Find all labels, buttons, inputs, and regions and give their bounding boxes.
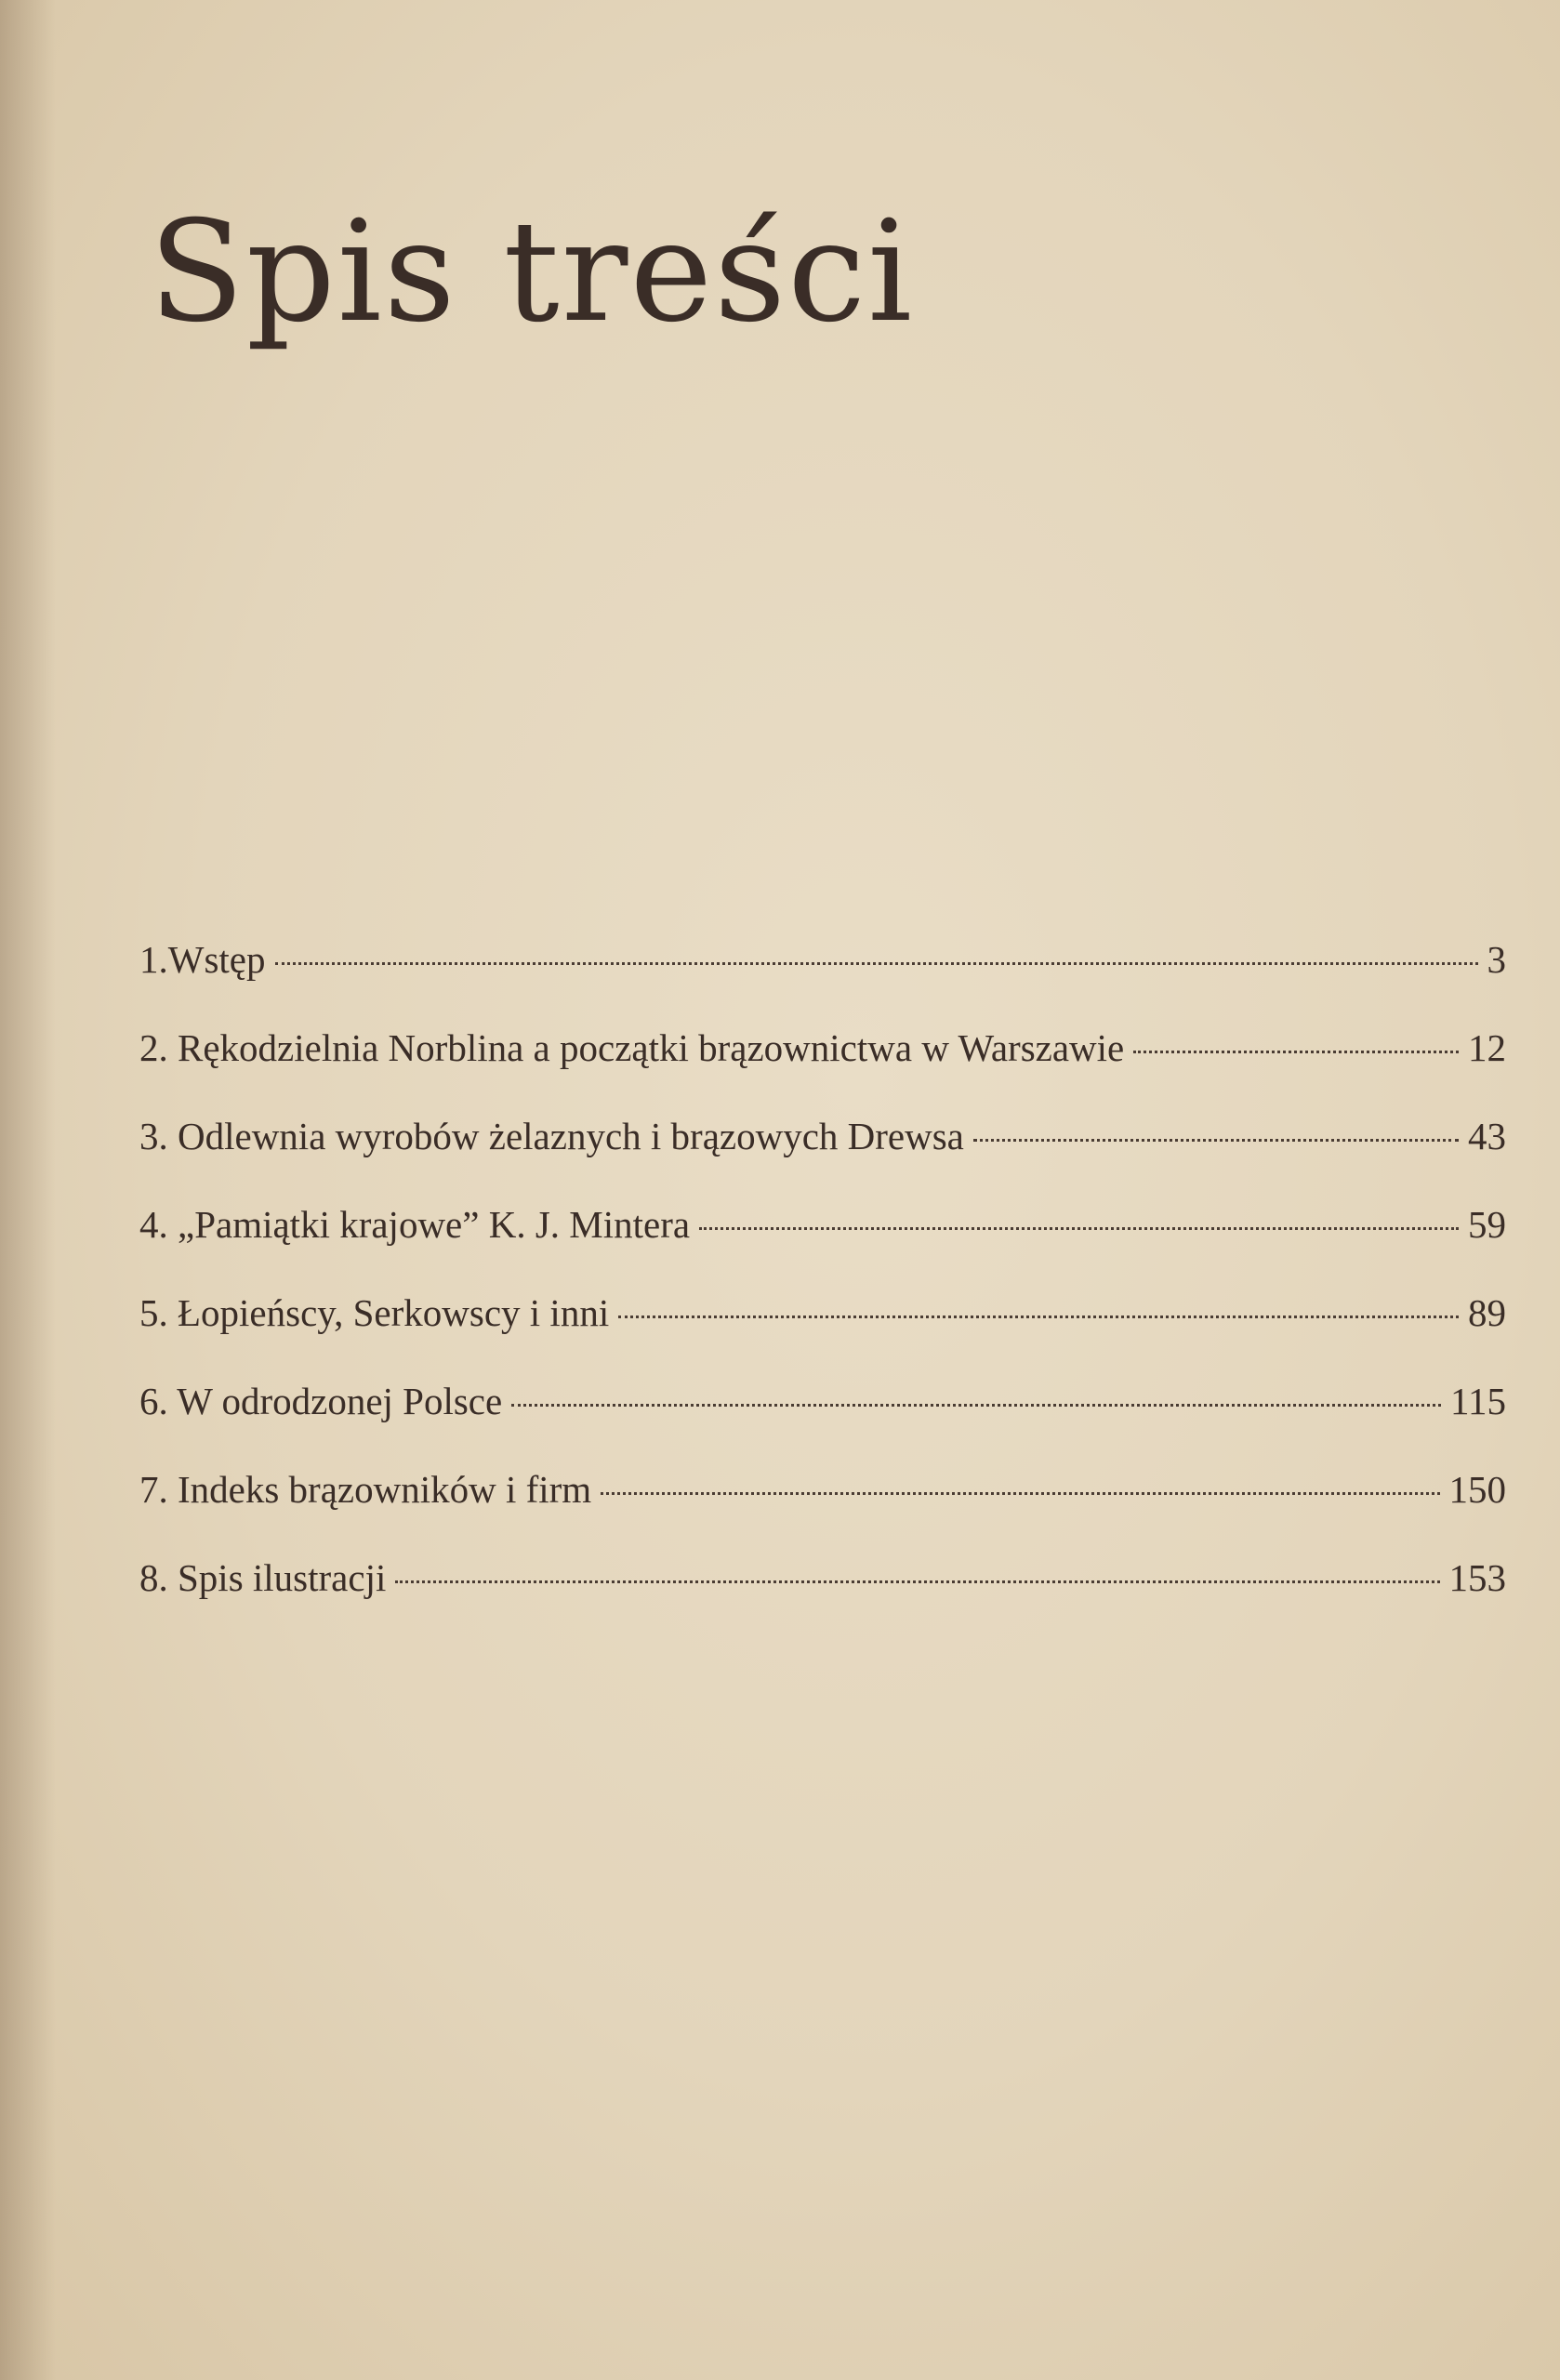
toc-entry-3 (139, 1114, 1506, 1202)
toc-leader-dots (511, 1404, 1441, 1407)
toc-entry-label: 8. Spis ilustracji (139, 1556, 387, 1599)
toc-entry-page: 150 (1448, 1468, 1506, 1511)
toc-entry-label: 2. Rękodzielnia Norblina a początki brązownictwa w Warszawie (139, 1026, 1125, 1069)
toc-entry-4 (139, 1202, 1506, 1290)
toc-entry-8 (139, 1555, 1506, 1644)
toc-entry-label: 6. W odrodzonej Polsce (139, 1380, 503, 1422)
toc-leader-dots (618, 1316, 1459, 1318)
toc-leader-dots (275, 962, 1478, 965)
toc-entry-5 (139, 1290, 1506, 1379)
toc-entry-label: 1.Wstęp (139, 938, 266, 981)
toc-leader-dots (699, 1227, 1459, 1230)
toc-entry-page: 43 (1468, 1115, 1506, 1157)
toc-entry-label: 5. Łopieńscy, Serkowscy i inni (139, 1291, 610, 1334)
page-title: Spis treści (149, 192, 915, 353)
toc-entry-page: 153 (1448, 1556, 1506, 1599)
toc-entry-page: 115 (1450, 1380, 1506, 1422)
toc-entry-1 (139, 937, 1506, 1025)
toc-entry-page: 59 (1468, 1203, 1506, 1246)
toc-entry-page: 3 (1487, 938, 1506, 981)
toc-leader-dots (973, 1139, 1459, 1142)
toc-leader-dots (1133, 1051, 1459, 1053)
page-edge-shadow (0, 0, 56, 2380)
toc-leader-dots (395, 1580, 1439, 1583)
toc-entry-label: 7. Indeks brązowników i firm (139, 1468, 592, 1511)
toc-entry-label: 4. „Pamiątki krajowe” K. J. Mintera (139, 1203, 691, 1246)
toc-entry-page: 89 (1468, 1291, 1506, 1334)
toc-leader-dots (601, 1492, 1439, 1495)
toc-entry-page: 12 (1468, 1026, 1506, 1069)
toc-entry-6 (139, 1379, 1506, 1467)
toc-entry-2 (139, 1025, 1506, 1114)
toc-entry-label: 3. Odlewnia wyrobów żelaznych i brązowych Drewsa (139, 1115, 964, 1157)
table-of-contents (139, 937, 1506, 1644)
toc-entry-7 (139, 1467, 1506, 1555)
